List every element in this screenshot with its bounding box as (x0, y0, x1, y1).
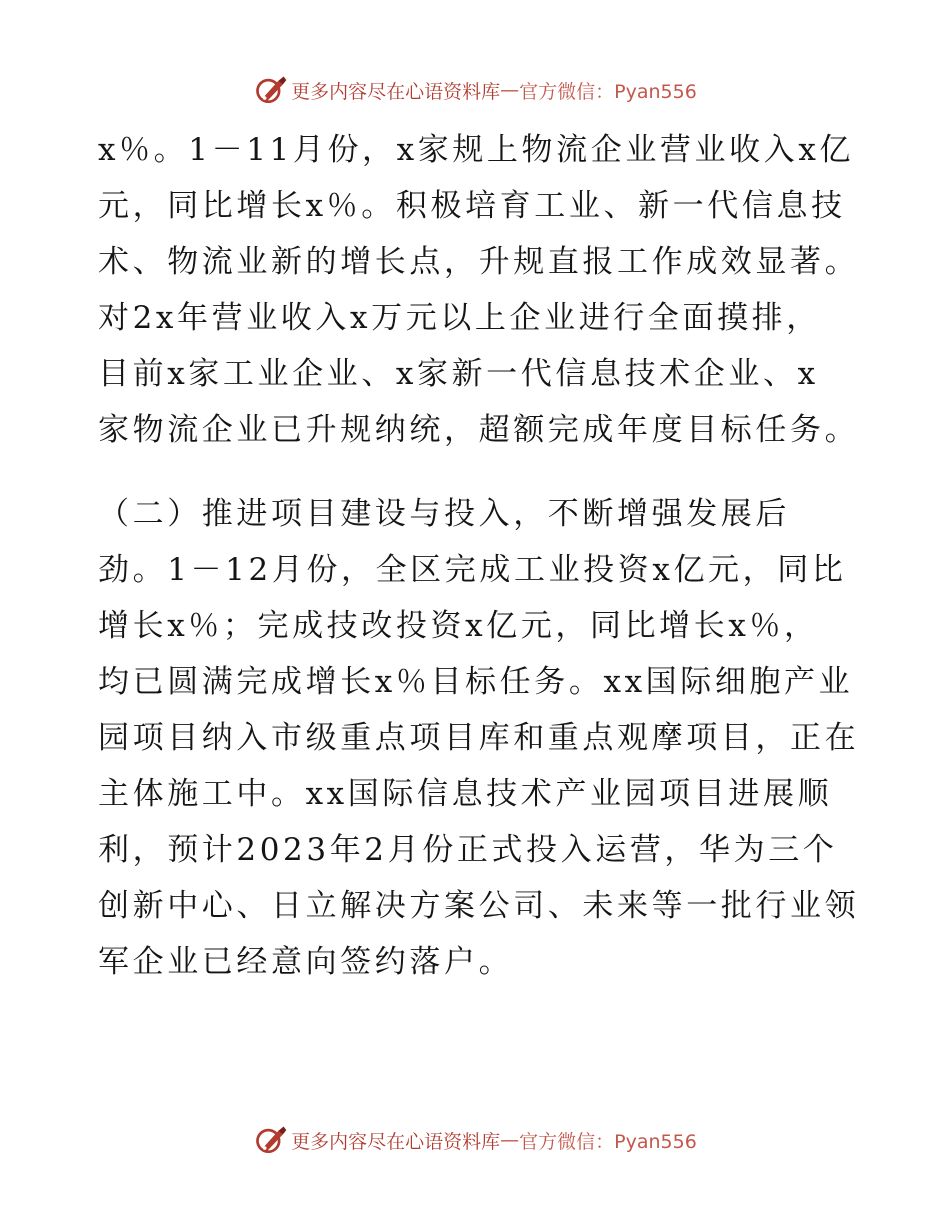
text-line: 创新中心、日立解决方案公司、未来等一批行业领 (98, 888, 860, 924)
text-line: x％。1－11月份，x家规上物流企业营业收入x亿 (98, 132, 855, 168)
watermark-banner-top (0, 70, 950, 110)
watermark-contact: 官方微信：Pyan556 (519, 1130, 697, 1153)
text-line: 元，同比增长x％。积极培育工业、新一代信息技 (98, 188, 846, 224)
text-line: 目前x家工业企业、x家新一代信息技术企业、x (98, 356, 819, 392)
watermark-contact: 官方微信：Pyan556 (519, 80, 697, 103)
text-line: 对2x年营业收入x万元以上企业进行全面摸排， (98, 300, 821, 336)
watermark-text: 更多内容尽在心语资料库 (291, 1130, 501, 1153)
watermark-banner-bottom (0, 1120, 950, 1160)
text-line: 术、物流业新的增长点，升规直报工作成效显著。 (98, 244, 860, 280)
watermark-separator: — (500, 1129, 520, 1151)
text-line: 劲。1－12月份，全区完成工业投资x亿元，同比 (98, 552, 847, 588)
text-line: 军企业已经意向签约落户。 (98, 944, 514, 980)
text-line: 均已圆满完成增长x％目标任务。xx国际细胞产业 (98, 664, 854, 700)
pen-logo-icon (253, 1122, 289, 1158)
section-heading-line: （二）推进项目建设与投入，不断增强发展后 (98, 496, 790, 532)
watermark-text: 更多内容尽在心语资料库 (291, 80, 501, 103)
text-line: 主体施工中。xx国际信息技术产业园项目进展顺 (98, 776, 833, 812)
text-line: 园项目纳入市级重点项目库和重点观摩项目，正在 (98, 720, 860, 756)
text-line: 家物流企业已升规纳统，超额完成年度目标任务。 (98, 412, 860, 448)
watermark-separator: — (500, 79, 520, 101)
text-line: 增长x％；完成技改投资x亿元，同比增长x％， (98, 608, 819, 644)
text-line: 利，预计2023年2月份正式投入运营，华为三个 (98, 832, 838, 868)
pen-logo-icon (253, 72, 289, 108)
